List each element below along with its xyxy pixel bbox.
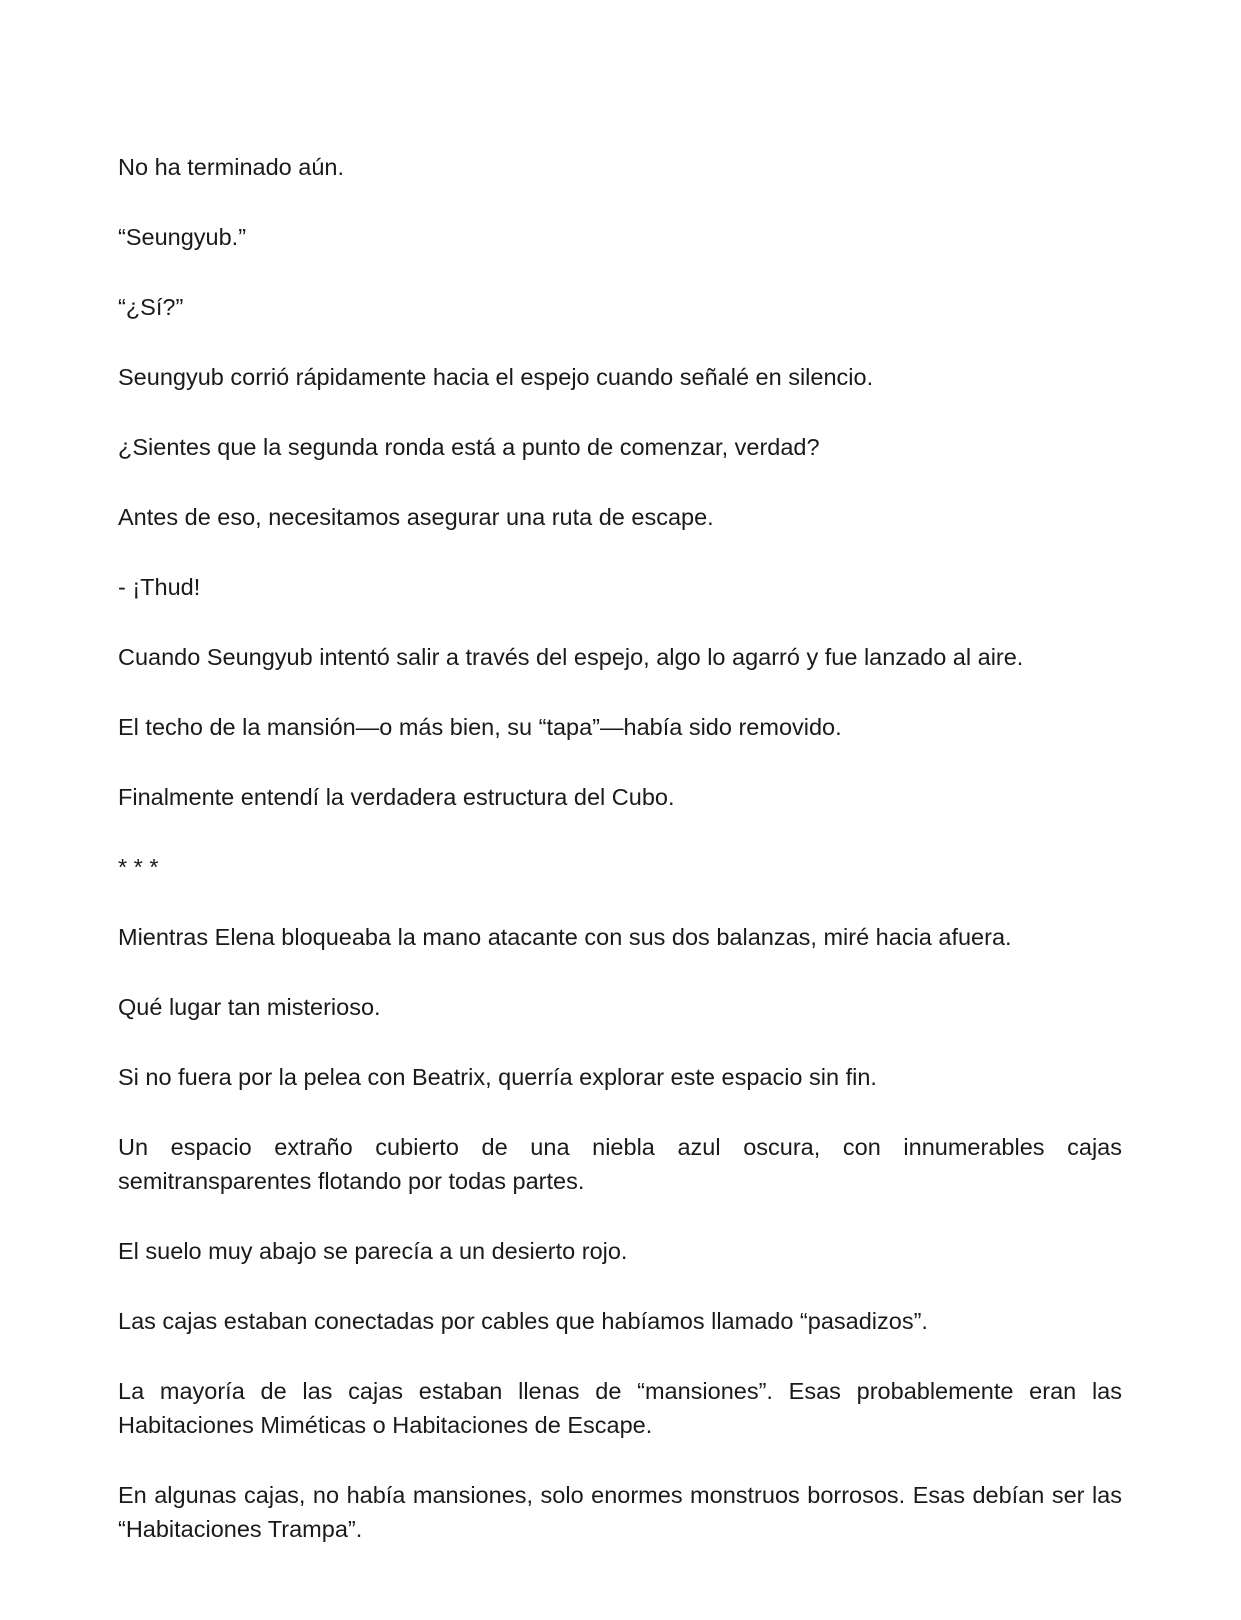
paragraph: Cuando Seungyub intentó salir a través del espejo, algo lo agarró y fue lanzado al aire.	[118, 644, 1024, 670]
paragraph: Un espacio extraño cubierto de una niebla azul oscura, con innumerables cajas semitransparentes flotando por todas partes.	[118, 1134, 1122, 1194]
paragraph: - ¡Thud!	[118, 574, 201, 600]
paragraph: En algunas cajas, no había mansiones, solo enormes monstruos borrosos. Esas debían ser las “Habitaciones Trampa”.	[118, 1482, 1122, 1542]
paragraph: Mientras Elena bloqueaba la mano atacante con sus dos balanzas, miré hacia afuera.	[118, 924, 1012, 950]
paragraph: Antes de eso, necesitamos asegurar una ruta de escape.	[118, 504, 714, 530]
paragraph: El techo de la mansión—o más bien, su “tapa”—había sido removido.	[118, 714, 842, 740]
paragraph: El suelo muy abajo se parecía a un desierto rojo.	[118, 1238, 628, 1264]
paragraph: La mayoría de las cajas estaban llenas de “mansiones”. Esas probablemente eran las Habitaciones Miméticas o Habitaciones de Escape.	[118, 1378, 1122, 1438]
paragraph: ¿Sientes que la segunda ronda está a punto de comenzar, verdad?	[118, 434, 820, 460]
paragraph: Si no fuera por la pelea con Beatrix, querría explorar este espacio sin fin.	[118, 1064, 877, 1090]
paragraph: “Seungyub.”	[118, 224, 247, 250]
paragraph: Finalmente entendí la verdadera estructura del Cubo.	[118, 784, 675, 810]
paragraph: Seungyub corrió rápidamente hacia el espejo cuando señalé en silencio.	[118, 364, 874, 390]
paragraph: No ha terminado aún.	[118, 154, 345, 180]
scene-break: * * *	[118, 854, 159, 880]
paragraph: Qué lugar tan misterioso.	[118, 994, 381, 1020]
paragraph: Las cajas estaban conectadas por cables que habíamos llamado “pasadizos”.	[118, 1308, 928, 1334]
body-text	[118, 150, 1122, 1582]
paragraph: “¿Sí?”	[118, 294, 184, 320]
